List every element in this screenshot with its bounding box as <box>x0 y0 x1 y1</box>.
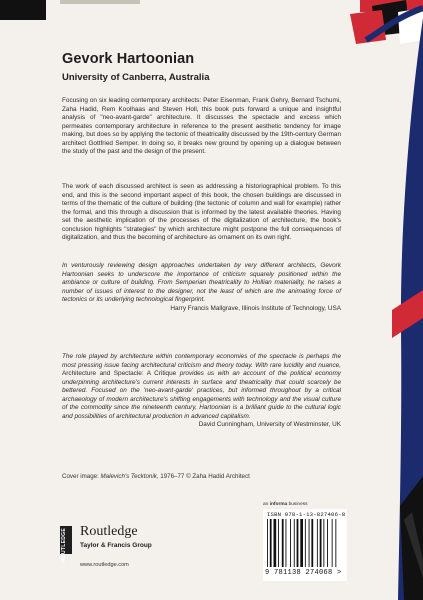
publisher-group: Taylor & Francis Group <box>80 542 152 549</box>
informa-business-line <box>263 502 308 507</box>
description-paragraph-1 <box>62 97 341 157</box>
informa-suffix: business <box>287 502 308 507</box>
quote-attribution: Harry Francis Mallgrave, Illinois Institute of Technology, USA <box>170 304 341 312</box>
quote-text: In venturously reviewing design approaches undertaken by very different architects, Gevork Hartoonian seeks to underscore the importance of criticism squarely positioned within the ambiance or culture of building. From Semperian theatricality to Hollian materiality, he raises a number of issues of interest to the designer, not the least of which are the animating force of tectonics or its underlying technological fingerprint. <box>62 262 341 304</box>
cover-image-credit <box>62 473 250 480</box>
review-quote-2 <box>62 353 341 430</box>
quote-text-part-2: provides us with an account of the political economy underpinning architecture's current interests in surface and theatricality that could scarcely be bettered. Focused on the 'neo-avant-garde' practices, but informed throughout by a critical archaeology of modern architecture's shifting engagements with technology and the visual culture of the commodity since the nineteenth century, Hartoonian is a brilliant guide to the cultural logic and possibilities of architectural production in advanced capitalism. <box>62 370 341 420</box>
artwork-top-band <box>0 0 46 20</box>
author-affiliation: University of Canberra, Australia <box>62 72 210 83</box>
publisher-url[interactable]: www.routledge.com <box>80 562 129 568</box>
author-name: Gevork Hartoonian <box>62 51 195 67</box>
isbn-digits: 9 781138 274068 > <box>265 569 342 577</box>
informa-prefix: an <box>263 502 270 507</box>
informa-brand: informa <box>269 502 288 507</box>
routledge-logo-icon: ROUTLEDGE <box>60 526 72 554</box>
publisher-name: Routledge <box>80 524 138 539</box>
quote-attribution: David Cunningham, University of Westminster, UK <box>198 421 341 429</box>
paragraph-text: The work of each discussed architect is seen as addressing a historiographical problem. To this end, and this is the second important aspect of this book, the chosen buildings are discussed in terms of the thematic of the culture of building (the tectonic of column and wall for example) rather the formal, and this through a discussion that is informed by the latest available theories. Having set the aesthetic implication of the processes of the digitalization of architecture, the book's conclusion highlights "strategies" by which architecture might postpone the full consequences of digitalization, and thus the becoming of architecture as ornament on its own right. <box>62 183 341 242</box>
credit-title: Malevich's Tecktonik <box>100 473 157 480</box>
credit-suffix: , 1976–77 © Zaha Hadid Architect <box>156 473 250 480</box>
credit-prefix: Cover image: <box>62 473 101 480</box>
artwork-top-strip <box>60 0 140 4</box>
isbn-label: ISBN 978-1-13-827406-8 <box>267 511 346 518</box>
quote-text <box>62 353 341 421</box>
quote-text-part-1: The role played by architecture within contemporary economies of the spectacle is perhaps the most pressing issue facing architectural criticism and theory today. With rare lucidity and nuance, <box>62 353 341 369</box>
isbn-barcode <box>263 509 347 581</box>
quote-book-title: Architecture and Spectacle: A Critique <box>62 370 180 378</box>
barcode-icon <box>265 519 345 567</box>
paragraph-text: Focusing on six leading contemporary architects: Peter Eisenman, Frank Gehry, Bernard Tschumi, Zaha Hadid, Rem Koolhaas and Steven Holl, this book puts forward a unique and insightful analysis of "neo-avant-garde" architecture. It discusses the spectacle and excess which permeates contemporary architecture in reference to the present aesthetic tendency for image making, but does so by applying the tectonic of theatricality discussed by the 19th-century German architect Gottfried Semper. In doing so, it breaks new ground by opening up a dialogue between the study of the past and the design of the present. <box>62 97 341 156</box>
description-paragraph-2 <box>62 183 341 243</box>
review-quote-1 <box>62 262 341 313</box>
